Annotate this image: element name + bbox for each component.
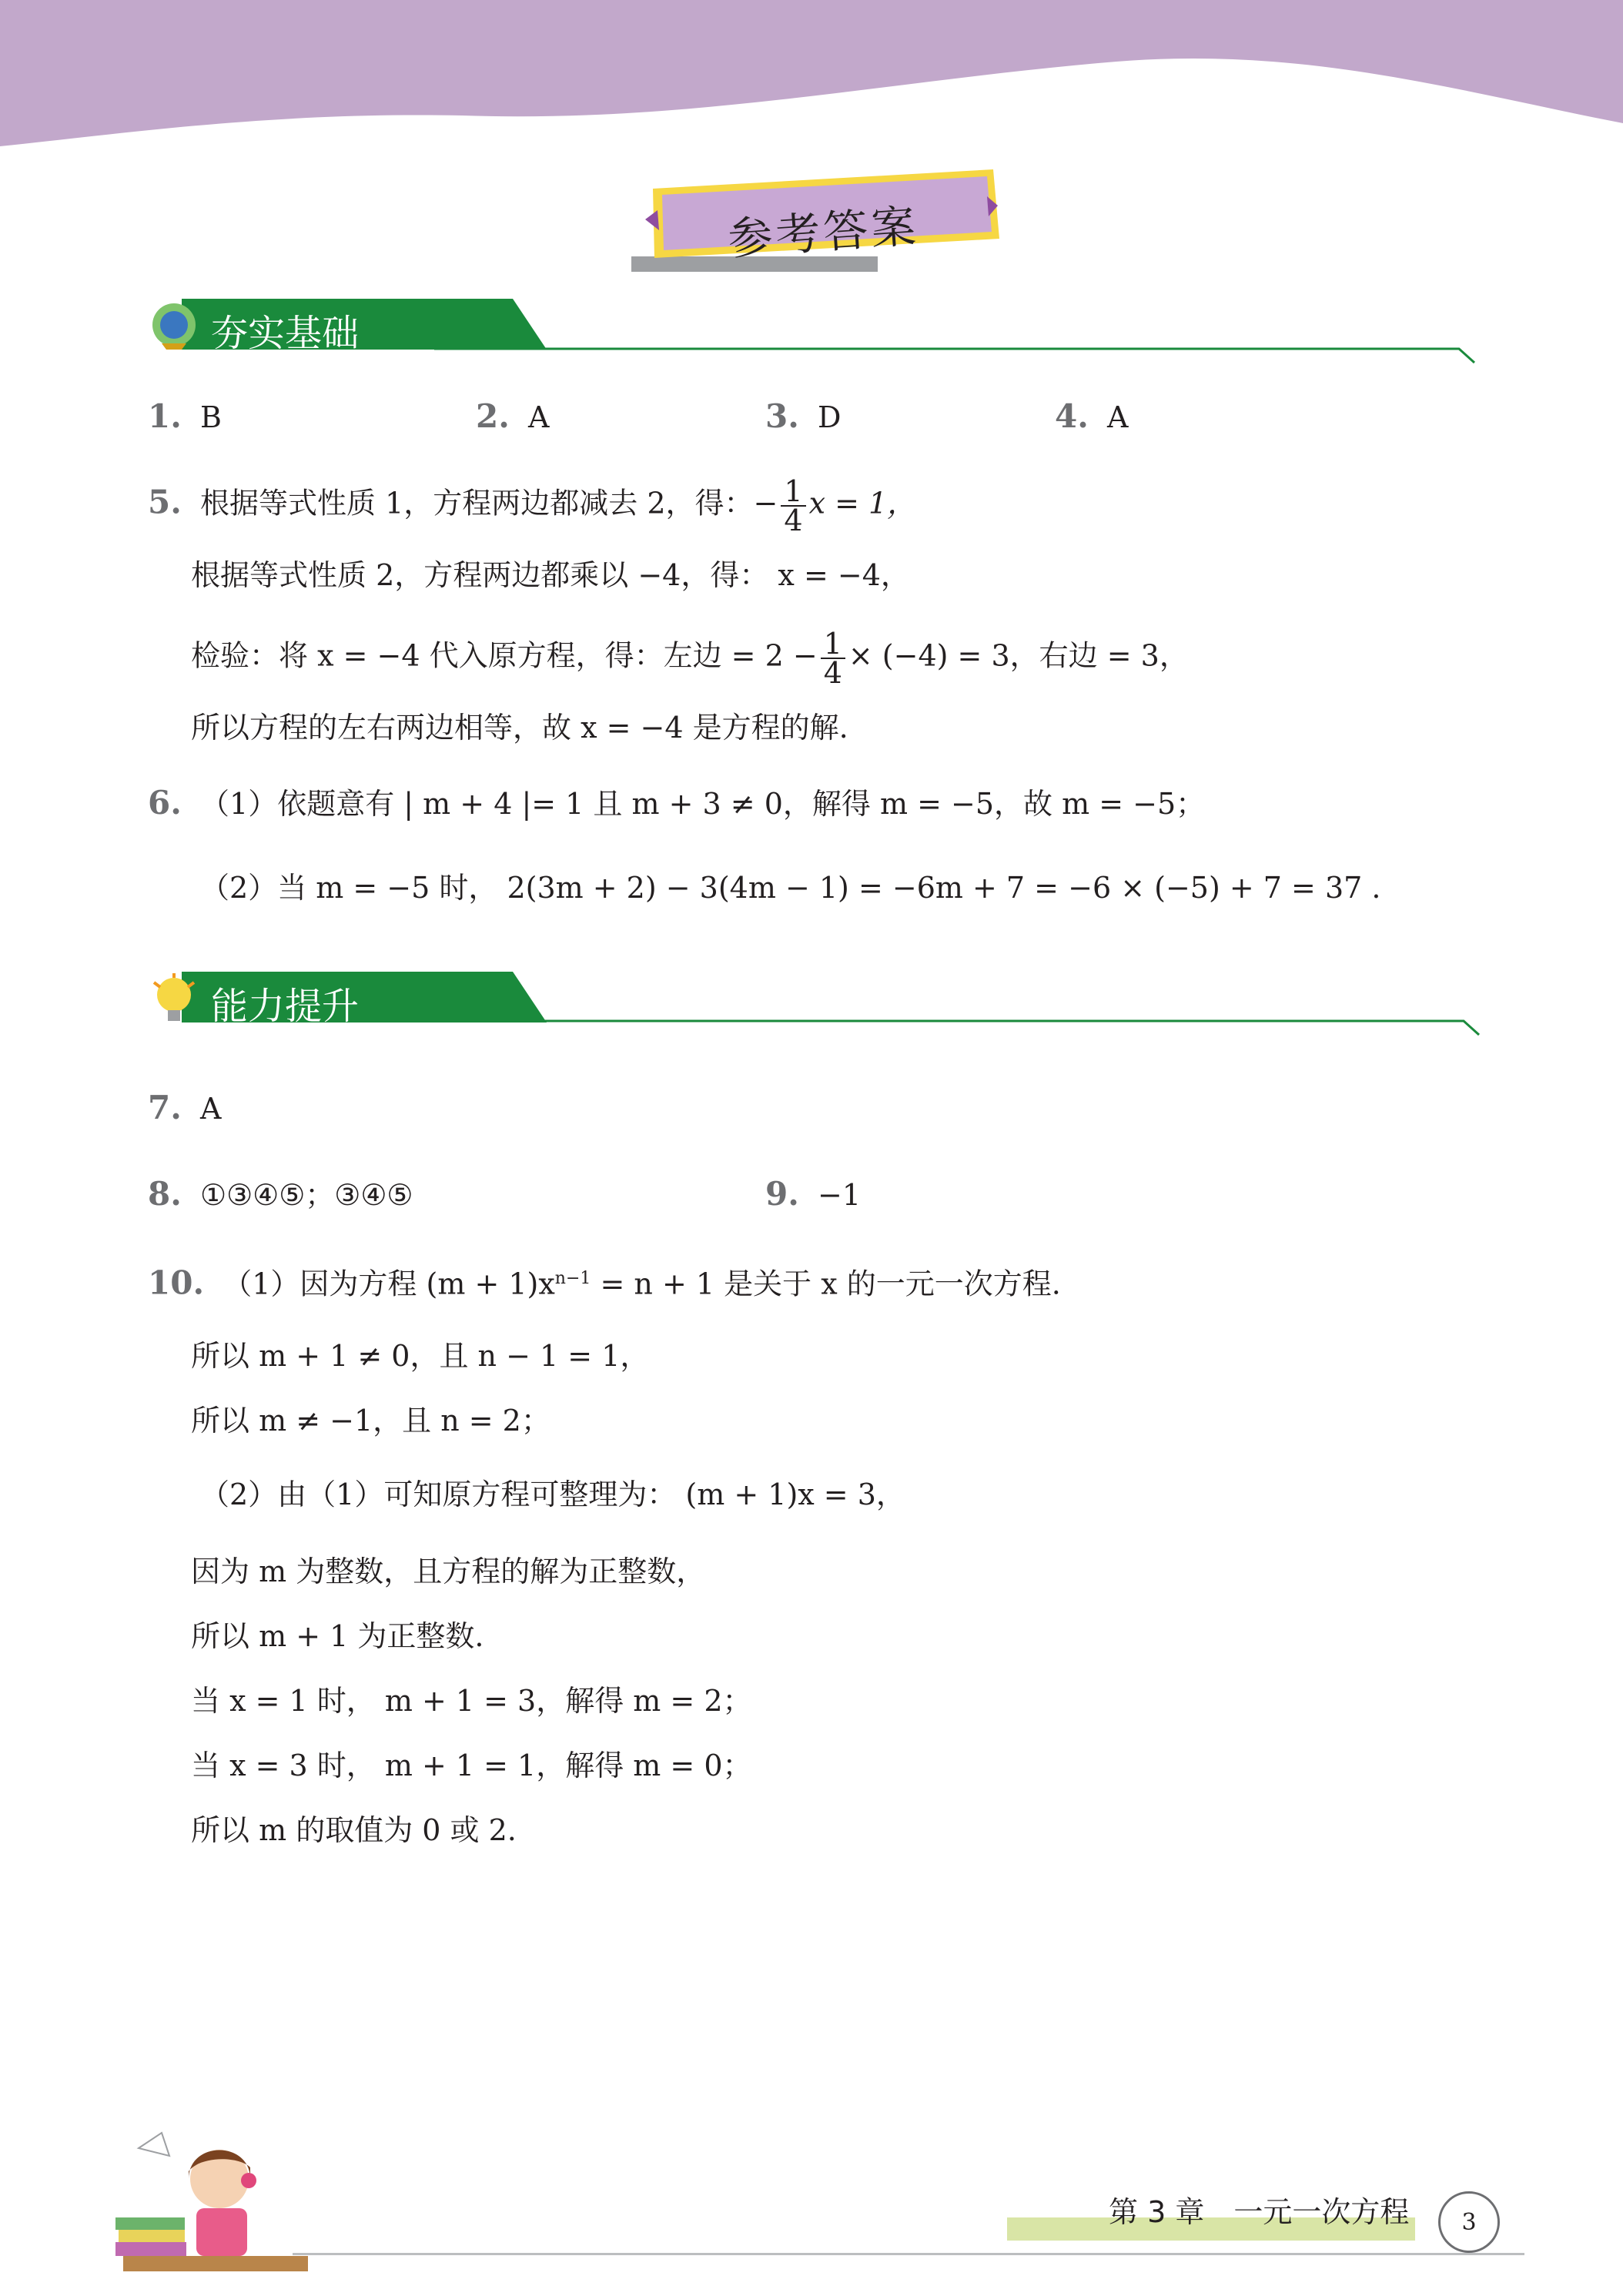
answer-q10-line9: 所以 m 的取值为 0 或 2. (191, 1813, 517, 1847)
title-banner (631, 166, 1001, 281)
answer-q10-line3: 所以 m ≠ −1，且 n = 2； (191, 1404, 550, 1438)
fraction-one-quarter: $\frac{1}{4}$ (781, 477, 805, 534)
section-advanced-title: 能力提升 (211, 985, 360, 1028)
section-basic-title: 夯实基础 (211, 312, 360, 355)
answer-q7: 7. A (148, 1089, 222, 1126)
answer-q1: 1. B (148, 397, 222, 435)
chapter-title: 第 3 章 一元一次方程 (1109, 2195, 1410, 2229)
answer-q10-line8: 当 x = 3 时， m + 1 = 1，解得 m = 0； (191, 1749, 752, 1782)
header-wave (0, 0, 1623, 154)
answer-q5-line4: 所以方程的左右两边相等，故 x = −4 是方程的解. (191, 711, 848, 745)
answer-q5-line2: 根据等式性质 2，方程两边都乘以 −4，得： x = −4， (191, 558, 910, 592)
answer-q10-line6: 所以 m + 1 为正整数. (191, 1619, 484, 1653)
fraction-one-quarter: $\frac{1}{4}$ (821, 630, 845, 687)
girl-reading-illustration (108, 2125, 323, 2287)
section-basic-rule (431, 343, 1478, 366)
answer-q2: 2. A (476, 397, 550, 435)
answer-q10-line1: 10. （1）因为方程 $(m + 1)x^{n-1} = n + 1$ 是关于 x 的一元一次方程. (148, 1263, 1061, 1302)
page-title: 参考答案 (726, 199, 921, 266)
answer-q10-line2: 所以 m + 1 ≠ 0，且 n − 1 = 1， (191, 1339, 650, 1373)
page-number-text: 3 (1461, 2208, 1477, 2236)
page-number (1438, 2191, 1500, 2253)
answer-q10-line7: 当 x = 1 时， m + 1 = 3，解得 m = 2； (191, 1684, 752, 1718)
answer-q5-line3: 检验：将 x = −4 代入原方程，得：左边 = 2 − $\frac{1}{4}$ × (−4) = 3，右边 = 3， (191, 627, 1189, 690)
answer-q10-line5: 因为 m 为整数，且方程的解为正整数， (191, 1555, 706, 1588)
answer-q3: 3. D (765, 397, 842, 435)
footer-rule (293, 2253, 1524, 2255)
answer-q9: 9. −1 (765, 1175, 862, 1213)
answer-q10-line4: （2）由（1）可知原方程可整理为： (m + 1)x = 3， (200, 1478, 905, 1511)
section-advanced-rule (436, 1015, 1483, 1038)
answer-q5-line1: 5. 根据等式性质 1，方程两边都减去 2，得：− $\frac{1}{4}$ x = 1， (148, 474, 917, 537)
answer-q4: 4. A (1055, 397, 1129, 435)
answer-q6-line1: 6. （1）依题意有 | m + 4 |= 1 且 m + 3 ≠ 0，解得 m = −5，故 m = −5； (148, 784, 1206, 822)
answer-q8: 8. ①③④⑤；③④⑤ (148, 1175, 413, 1213)
answer-q6-line2: （2）当 m = −5 时， 2(3m + 2) − 3(4m − 1) = −6m + 7 = −6 × (−5) + 7 = 37 . (200, 871, 1381, 905)
